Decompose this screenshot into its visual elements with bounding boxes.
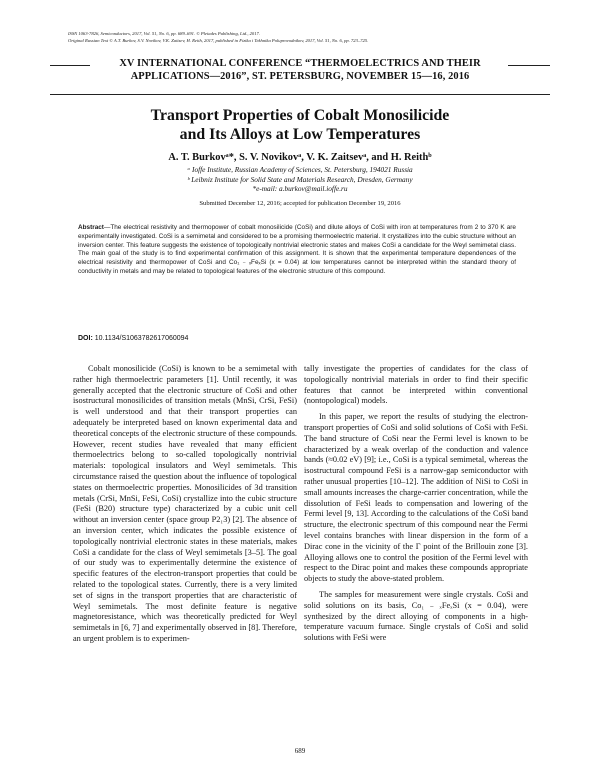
article-title-line-2: and Its Alloys at Low Temperatures [179,126,421,143]
doi-value: 10.1134/S1063782617060094 [94,335,189,342]
doi-label: DOI: [78,335,93,342]
affiliation-b: ᵇ Leibniz Institute for Solid State and Materials Research, Dresden, Germany [187,174,413,184]
article-title-line-1: Transport Properties of Cobalt Monosilicide [150,107,450,124]
doi [78,335,188,342]
body-paragraph: The samples for measurement were single crystals. CoSi and solid solutions on its basis, Co₁ ₋ ₓFeₓSi (x = 0.04), were synthesized by the direct alloying of components in a high-temperature vacuum furnace. Single crystals of CoSi and solid solutions with FeSi were [304,589,528,643]
journal-header-line-2: Original Russian Text © A.T. Burkov, S.V. Novikov, V.K. Zaitsev, H. Reith, 2017, published in Fizika i Tekhnika Poluprovodnikov, 2017, Vol. 51, No. 6, pp. 723–725. [68,38,369,43]
abstract-text: —The electrical resistivity and thermopower of cobalt monosilicide (CoSi) and dilute alloys of CoSi with iron at temperatures from 2 to 370 K are experimentally investigated. CoSi is a semimetal and considered to be a promising thermoelectric material. It crystallizes into the cubic structure without an inversion center. This feature suggests the existence of topologically nontrivial electronic states and makes CoSi a candidate for the Weyl semimetal class. The main goal of the study is to find experimental confirmation of this assignment. It is shown that the experimental temperature dependences of the electrical resistivity and thermopower of CoSi and Co₁ ₋ ₓFeₓSi (x = 0.04) at low temperatures cannot be interpreted within the standard theory of conductivity in metals and may be related to topological features of the electronic structure of this compound. [78,224,516,275]
contact-email: *e-mail: a.burkov@mail.ioffe.ru [252,184,348,194]
conference-line-2: APPLICATIONS—2016”, ST. PETERSBURG, NOVEMBER 15—16, 2016 [130,70,470,82]
conference-line-1: XV INTERNATIONAL CONFERENCE “THERMOELECTRICS AND THEIR [119,58,481,69]
body-column-right [304,364,528,644]
journal-header-line-1: ISSN 1063-7826, Semiconductors, 2017, Vol. 51, No. 6, pp. 689–691. © Pleiades Publishing, Ltd., 2017. [68,31,260,36]
body-column-left [73,364,297,645]
body-paragraph: tally investigate the properties of candidates for the class of topologically nontrivial materials in order to find their specific features that cannot be interpreted within conventional (nontopological) models. [304,364,528,406]
body-paragraph: In this paper, we report the results of studying the electron-transport properties of CoSi and solid solutions of CoSi with FeSi. The band structure of CoSi near the Fermi level is known to be characterized by a weak overlap of the conduction and valence bands (≈0.02 eV) [9]; i.e., CoSi is a typical semimetal, whereas the isostructural compound FeSi is a narrow-gap semiconductor with rather unusual properties [10–12]. The addition of NiSi to CoSi in small amounts increases the charge-carrier concentration, while the dissolution of FeSi leads to compensation and lowering of the Fermi level [9, 13]. According to the calculations of the CoSi band structure, the electronic spectrum of this compound near the Fermi level contains branches with linear dispersion in the form of a Dirac cone in the vicinity of the Γ point of the Brillouin zone [3]. Alloying allows one to control the position of the Fermi level with respect to the Dirac point and makes these compounds appropriate objects to study the above-stated problem. [304,412,528,584]
affiliation-a: ᵃ Ioffe Institute, Russian Academy of Sciences, St. Petersburg, 194021 Russia [187,165,413,174]
journal-header [68,30,538,44]
abstract [78,224,516,277]
conference-banner [50,58,550,83]
conference-rule-bottom [50,94,550,95]
submission-dates: Submitted December 12, 2016; accepted for publication December 19, 2016 [199,200,401,207]
affiliations [60,165,540,194]
article-title [60,106,540,144]
page-number: 689 [294,747,306,755]
author-list: A. T. Burkovᵃ*, S. V. Novikovᵃ, V. K. Zaitsevᵃ, and H. Reithᵇ [168,152,432,163]
body-paragraph: Cobalt monosilicide (CoSi) is known to be a semimetal with rather high thermoelectric parameters [1]. Until recently, it was generally accepted that the electronic structure of CoSi and other isostructural monosilicides of transition metals (MnSi, CrSi, FeSi) is well understood and that their transport properties can adequately be interpreted based on known experimental data and theoretical concepts of the electronic structure of these compounds. However, recent studies have revealed that many efficient thermoelectrics belong to so-called topologically nontrivial materials: topological insulators and Weyl semimetals. This circumstance raised the question about the influence of topological states on thermoelectric properties. Monosilicides of 3d transition metals (CrSi, MnSi, FeSi, CoSi) crystallize into the cubic structure (FeSi (B20) structure type) characterized by a cubic unit cell without an inversion center (space group P2₁3) [2]. The absence of an inversion center, which indicates the possible existence of topologically nontrivial electronic states in these materials, makes CoSi a candidate for the class of Weyl semimetals [3–5]. The goal of our study was to experimentally determine the existence of specific features of the electron-transport properties that could be related to the topological states. Currently, there is a very limited set of signs in the transport properties that are characteristic of Weyl semimetals. The most definite feature is negative magnetoresistance, which was theoretically predicted for Weyl semimetals in [6, 7] and experimentally observed in [8]. Therefore, an urgent problem is to experimen- [73,364,297,643]
abstract-label: Abstract [78,224,104,231]
